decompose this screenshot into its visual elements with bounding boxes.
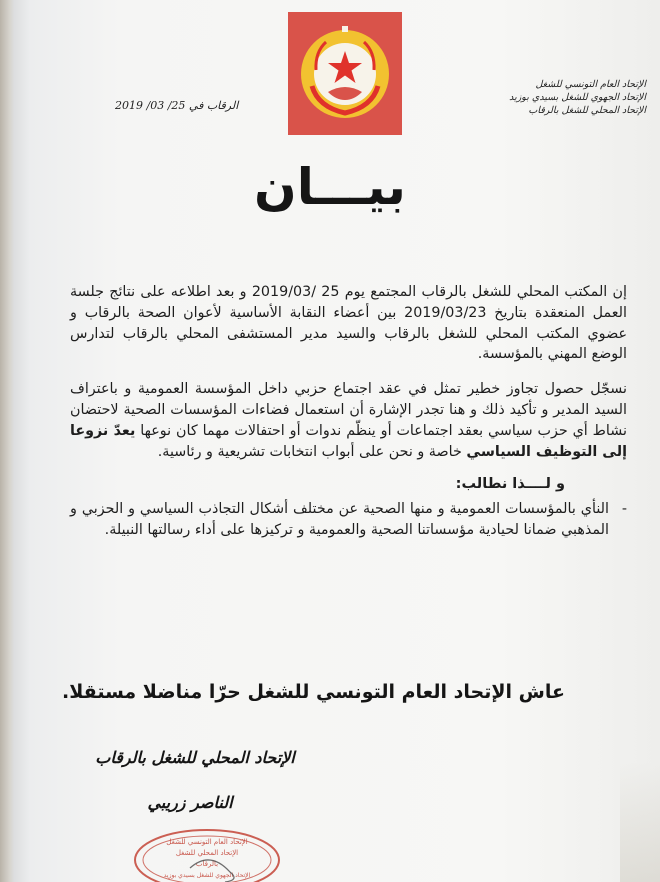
document-body [70, 282, 627, 541]
signatory-name: الناصر زريبي [147, 793, 233, 812]
paragraph-2-text-b: خاصة و نحن على أبواب انتخابات تشريعية و رئاسية. [157, 443, 467, 460]
demands-heading: و لــــذا نطالب: [455, 476, 565, 493]
signatory-organization: الإتحاد المحلي للشغل بالرقاب [95, 748, 295, 767]
header-line-2: الإتحاد الجهوي للشغل بسيدي بوزيد [509, 92, 646, 103]
header-line-3: الإتحاد المحلي للشغل بالرقاب [528, 105, 646, 116]
bullet-dash: - [621, 501, 627, 518]
closing-motto: عاش الإتحاد العام التونسي للشغل حرّا مناضلا مستقلا. [62, 681, 565, 703]
header-line-1: الإتحاد العام التونسي للشغل [535, 79, 646, 90]
official-stamp [130, 820, 285, 882]
document-title: بيـــان [254, 158, 406, 216]
paragraph-2 [70, 379, 627, 462]
paper-corner-shadow [620, 762, 660, 882]
ugtt-emblem-icon [288, 12, 402, 135]
document-date: الرقاب في 25/ 03/ 2019 [115, 99, 239, 112]
stamp-line-4: الإتحاد الجهوي للشغل بسيدي بوزيد [163, 872, 251, 879]
stamp-line-2: الإتحاد المحلي للشغل [175, 849, 239, 857]
paragraph-2-text-a: نسجّل حصول تجاوز خطير تمثل في عقد اجتماع حزبي داخل المؤسسة العمومية و باعتراف السيد المدير و تأكيد ذلك و هنا تجدر الإشارة أن استعمال فضاءات المؤسسات الصحية لاحتضان نشاط أي حزب سياسي بعقد اجتماعات أو ينظّم ندوات أو احتفالات مهما كان نوعها [70, 381, 627, 439]
header-organization [426, 78, 646, 117]
paper-edge-shadow [0, 0, 14, 882]
stamp-line-3: بالرقاب [195, 860, 219, 868]
paragraph-1: إن المكتب المحلي للشغل بالرقاب المجتمع يوم 25 /2019/03 و بعد اطلاعه على نتائج جلسة العمل المنعقدة بتاريخ 2019/03/23 بين أعضاء النقابة الأساسية لأعوان الصحة بالرقاب و عضوي المكتب المحلي للشغل بالرقاب والسيد مدير المستشفى المحلي بالرقاب لتدارس الوضع المهني بالمؤسسة. [70, 284, 627, 363]
stamp-line-1: الإتحاد العام التونسي للشغل [166, 838, 248, 846]
stamp-seal-icon [130, 820, 285, 882]
demand-text: النأي بالمؤسسات العمومية و منها الصحية عن مختلف أشكال التجاذب السياسي و الحزبي و المذهبي ضمانا لحيادية مؤسساتنا الصحية والعمومية و تركيزها على أداء رسالتها النبيلة. [70, 501, 609, 538]
ugtt-logo [288, 12, 402, 135]
paragraph-2-emphasis: يعدّ نزوعا إلى التوظيف السياسي [70, 422, 627, 460]
demand-item [70, 499, 627, 541]
